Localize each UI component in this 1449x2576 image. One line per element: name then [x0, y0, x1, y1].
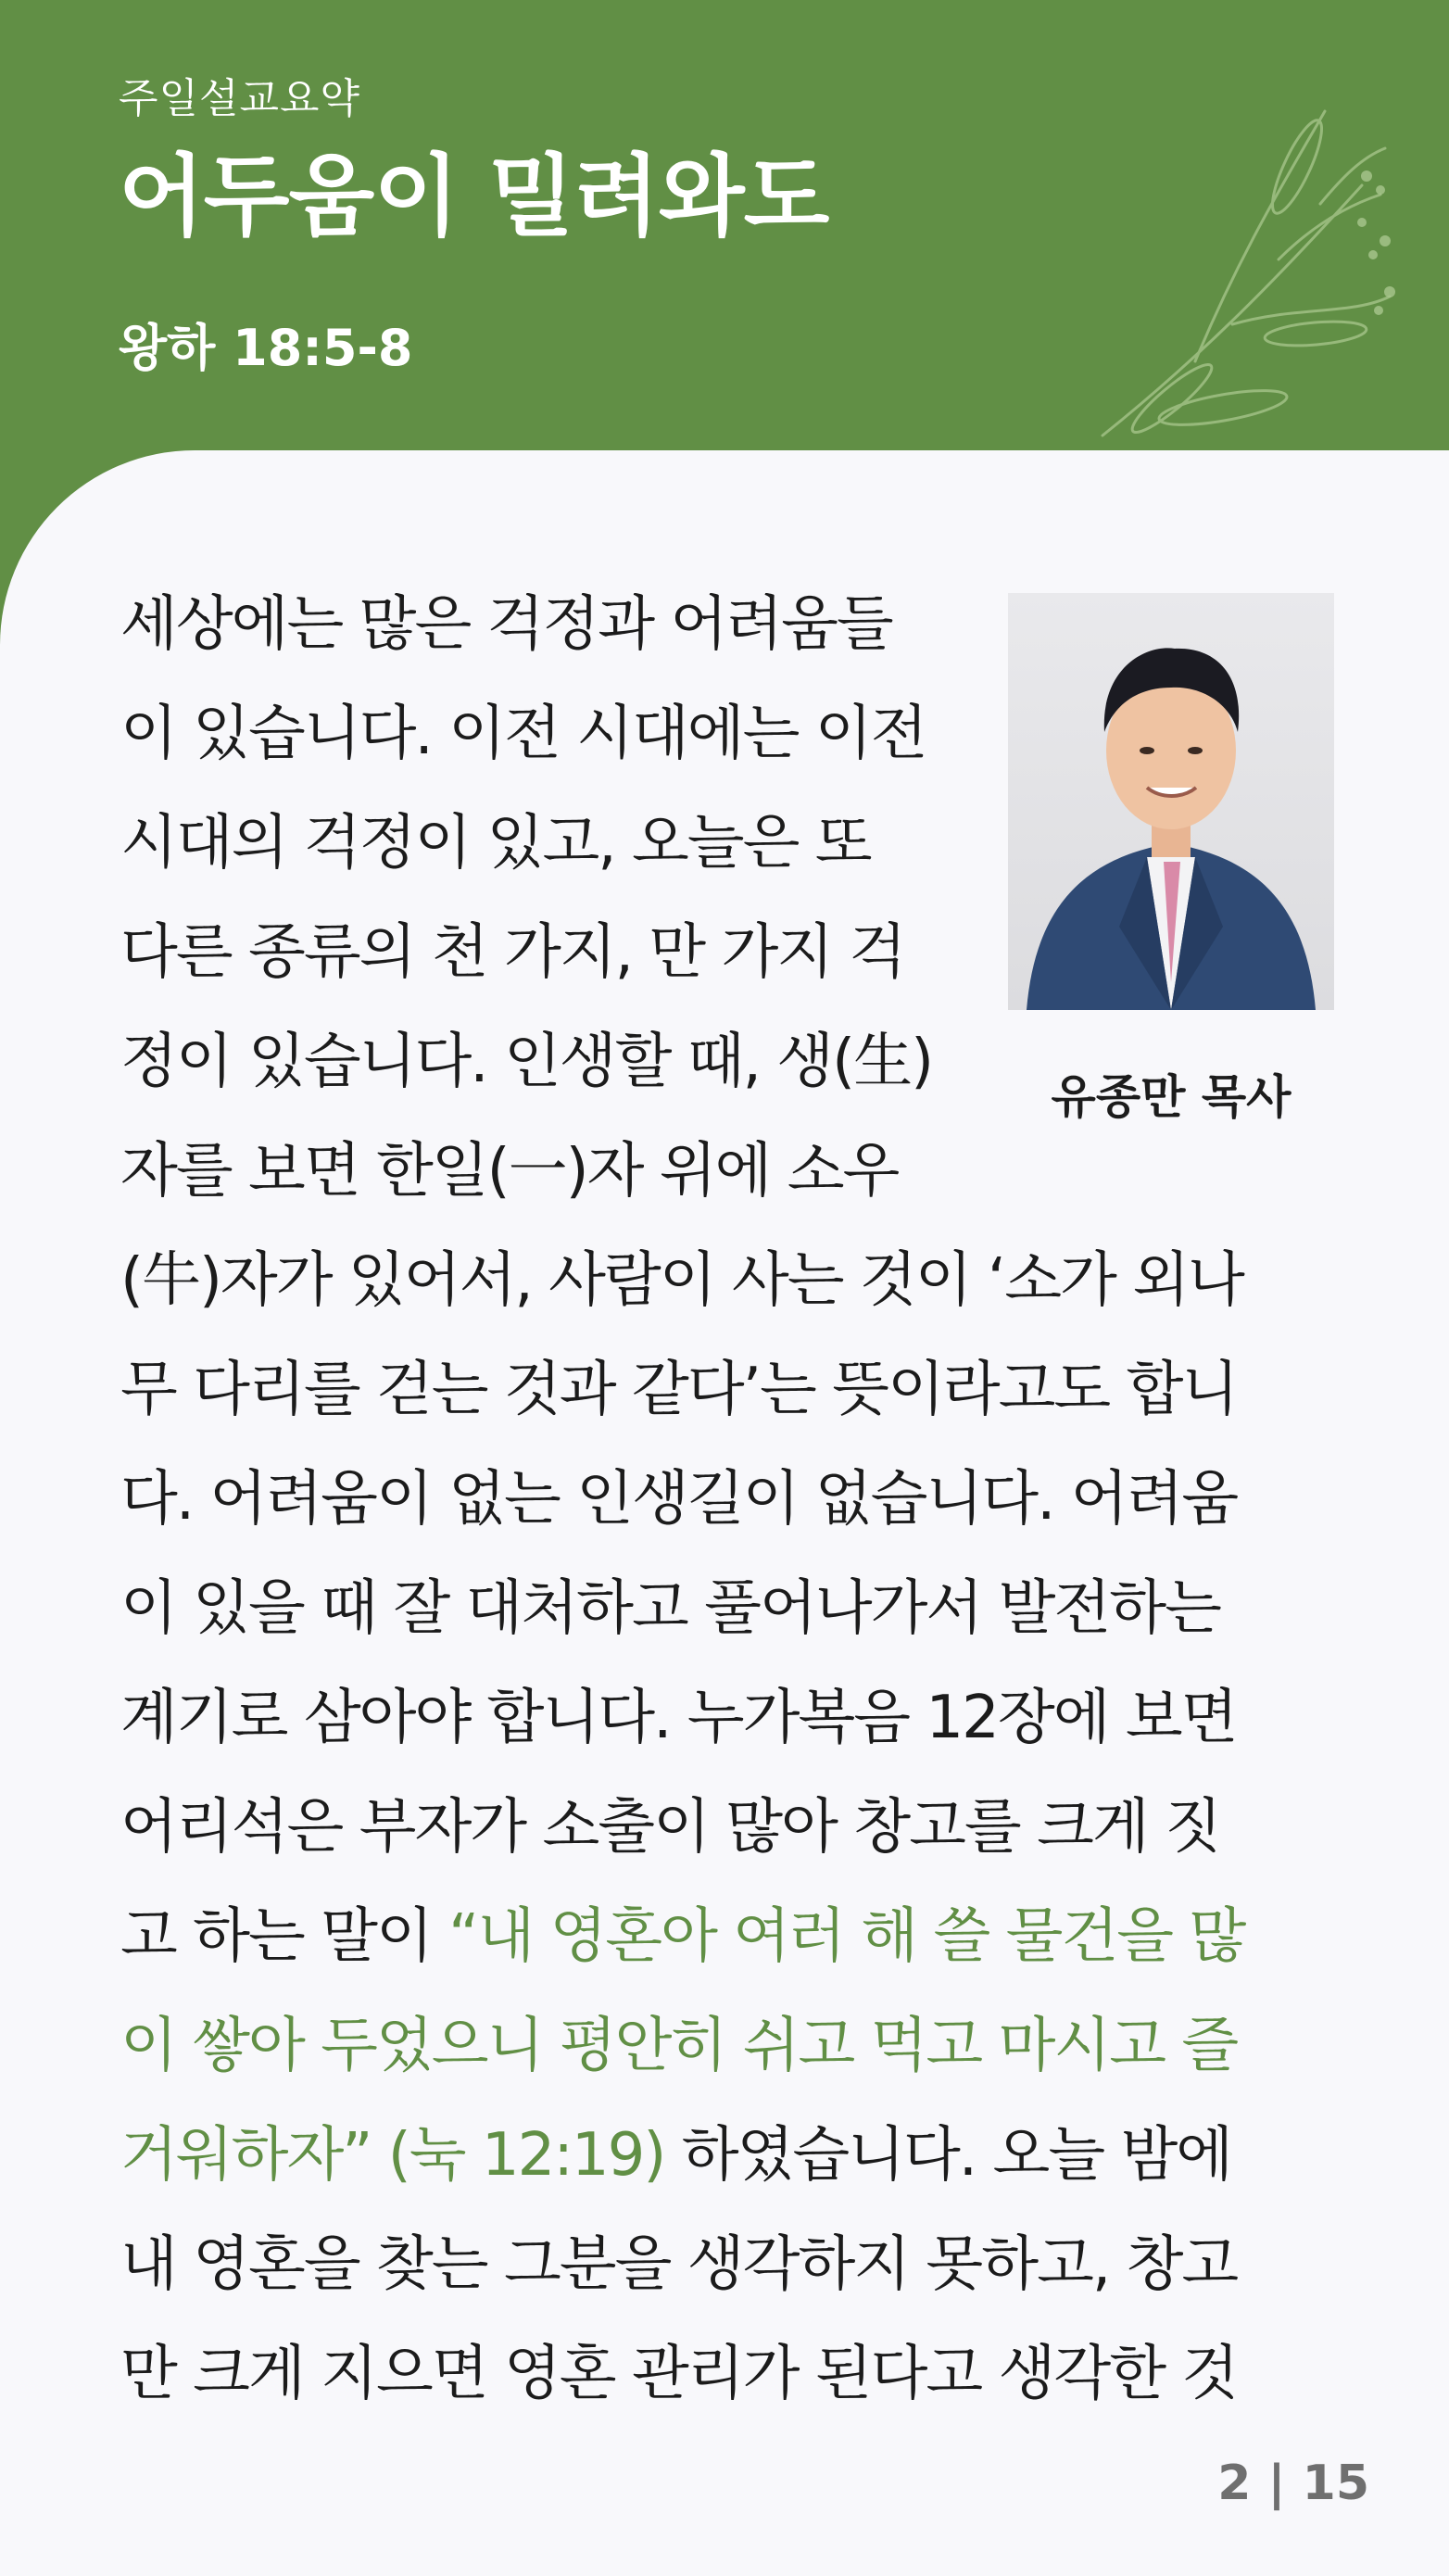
scripture-reference: 왕하 18:5-8: [119, 319, 413, 377]
body-line: 이 있습니다. 이전 시대에는 이전: [120, 700, 926, 768]
body-line: 정이 있습니다. 인생할 때, 생(生): [120, 1028, 933, 1096]
scripture-quote: “내 영혼아 여러 해 쓸 물건을 많: [448, 1902, 1245, 1971]
body-line: 무 다리를 걷는 것과 같다’는 뜻이라고도 합니: [120, 1356, 1238, 1424]
body-line: (牛)자가 있어서, 사람이 사는 것이 ‘소가 외나: [120, 1246, 1243, 1315]
body-line: [120, 1882, 1325, 1991]
body-text-segment: 하였습니다. 오늘 밤에: [664, 2121, 1232, 2190]
body-line: 시대의 걱정이 있고, 오늘은 또: [120, 809, 871, 878]
body-line: 계기로 삼아야 합니다. 누가복음 12장에 보면: [120, 1684, 1237, 1752]
body-line: 내 영혼을 찾는 그분을 생각하지 못하고, 창고: [120, 2230, 1238, 2299]
body-line: 다. 어려움이 없는 인생길이 없습니다. 어려움: [120, 1465, 1238, 1534]
body-line: 어리석은 부자가 소출이 많아 창고를 크게 짓: [120, 1793, 1220, 1862]
body-line: [120, 2101, 1325, 2210]
section-kicker: 주일설교요약: [119, 75, 361, 122]
sermon-body: [120, 570, 1325, 2429]
body-line: 세상에는 많은 걱정과 어려움들: [120, 590, 892, 659]
body-line: 다른 종류의 천 가지, 만 가지 걱: [120, 918, 905, 987]
pastor-name: 유종만 목사: [1051, 1070, 1292, 1124]
scripture-quote-line: 이 쌓아 두었으니 평안히 쉬고 먹고 마시고 즐: [120, 2012, 1238, 2080]
body-line: 자를 보면 한일(一)자 위에 소우: [120, 1137, 899, 1206]
leaf-branch-icon: [1084, 102, 1399, 454]
scripture-quote: 거워하자” (눅 12:19): [120, 2121, 665, 2190]
body-line: 만 크게 지으면 영혼 관리가 된다고 생각한 것: [120, 2340, 1238, 2408]
page-number: 2 | 15: [1217, 2456, 1369, 2511]
sermon-title: 어두움이 밀려와도: [119, 145, 829, 248]
body-line: 이 있을 때 잘 대처하고 풀어나가서 발전하는: [120, 1574, 1220, 1643]
body-text-segment: 고 하는 말이: [120, 1902, 449, 1971]
